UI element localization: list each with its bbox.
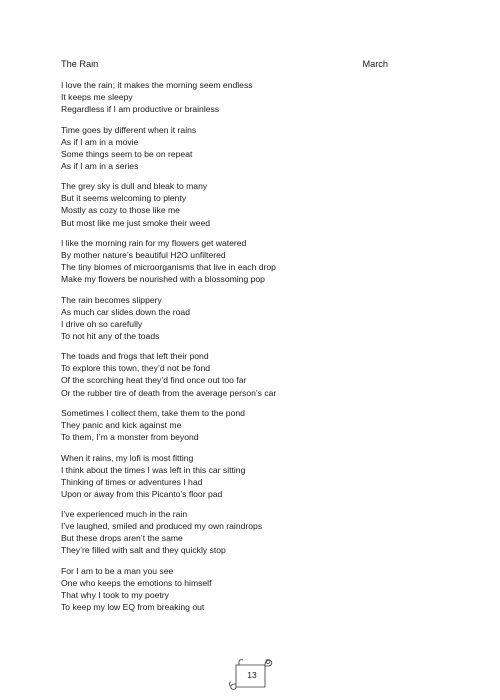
poem-line: I think about the times I was left in this car sitting (61, 464, 246, 475)
poem-line: I love the rain; it makes the morning seem endless (61, 80, 253, 90)
poem-line: Or the rubber tire of death from the average person’s car (61, 387, 277, 398)
page-header (61, 57, 388, 71)
poem-line: To keep my low EQ from breaking out (61, 602, 205, 613)
poem-line: By mother nature’s beautiful H2O unfiltered (61, 250, 226, 261)
poem-line: It keeps me sleepy (61, 92, 133, 103)
page-number-badge (227, 656, 277, 690)
stanza (61, 124, 421, 172)
poem-title: The Rain (61, 59, 99, 69)
poem-line: I’ve experienced much in the rain (61, 509, 188, 520)
poem-line: They panic and kick against me (61, 420, 182, 431)
poem-line: The rain becomes slippery (61, 294, 162, 305)
poem-line: As if I am in a series (61, 160, 139, 171)
poem-line: Time goes by different when it rains (61, 124, 197, 135)
poem-line: I like the morning rain for my flowers get watered (61, 237, 247, 248)
poem-line: The grey sky is dull and bleak to many (61, 181, 208, 192)
poem-line: I drive oh so carefully (61, 318, 143, 329)
stanza (61, 294, 421, 342)
poem-line: To explore this town, they’d not be fond (61, 363, 211, 374)
poem-line: For I am to be a man you see (61, 565, 174, 576)
page-number: 13 (247, 670, 257, 680)
stanza (61, 350, 421, 398)
poem-line: One who keeps the emotions to himself (61, 577, 212, 588)
stanza (61, 508, 421, 556)
poem-line: That why I took to my poetry (61, 590, 169, 601)
header-month: March (362, 59, 388, 69)
stanza (61, 237, 421, 285)
poem-line: Make my flowers be nourished with a blossoming pop (61, 274, 265, 285)
poem-line: Sometimes I collect them, take them to the pond (61, 407, 245, 418)
poem-line: Of the scorching heat they’d find once out too far (61, 375, 247, 386)
poem-line: But these drops aren’t the same (61, 533, 183, 544)
stanza (61, 180, 421, 228)
poem-line: To not hit any of the toads (61, 330, 160, 341)
poem-line: Regardless if I am productive or brainless (61, 104, 220, 115)
poem-line: But it seems welcoming to plenty (61, 193, 187, 204)
poem-line: To them, I’m a monster from beyond (61, 432, 199, 443)
stanza (61, 565, 421, 613)
poem-line: Thinking of times or adventures I had (61, 476, 203, 487)
stanza (61, 79, 421, 115)
poem-line: Some things seem to be on repeat (61, 148, 193, 159)
poem-line: As if I am in a movie (61, 136, 139, 147)
poem-line: But most like me just smoke their weed (61, 217, 211, 228)
stanza (61, 407, 421, 443)
stanza (61, 452, 421, 500)
poem-line: Upon or away from this Picanto’s floor pad (61, 488, 223, 499)
poem-line: Mostly as cozy to those like me (61, 205, 180, 216)
poem-line: I’ve laughed, smiled and produced my own raindrops (61, 521, 263, 532)
poem-line: When it rains, my lofi is most fitting (61, 452, 194, 463)
poem-line: The toads and frogs that left their pond (61, 351, 209, 362)
poem-line: They’re filled with salt and they quickly stop (61, 545, 226, 556)
poem-line: The tiny biomes of microorganisms that live in each drop (61, 262, 276, 273)
poem-body (61, 79, 421, 622)
poem-line: As much car slides down the road (61, 306, 190, 317)
